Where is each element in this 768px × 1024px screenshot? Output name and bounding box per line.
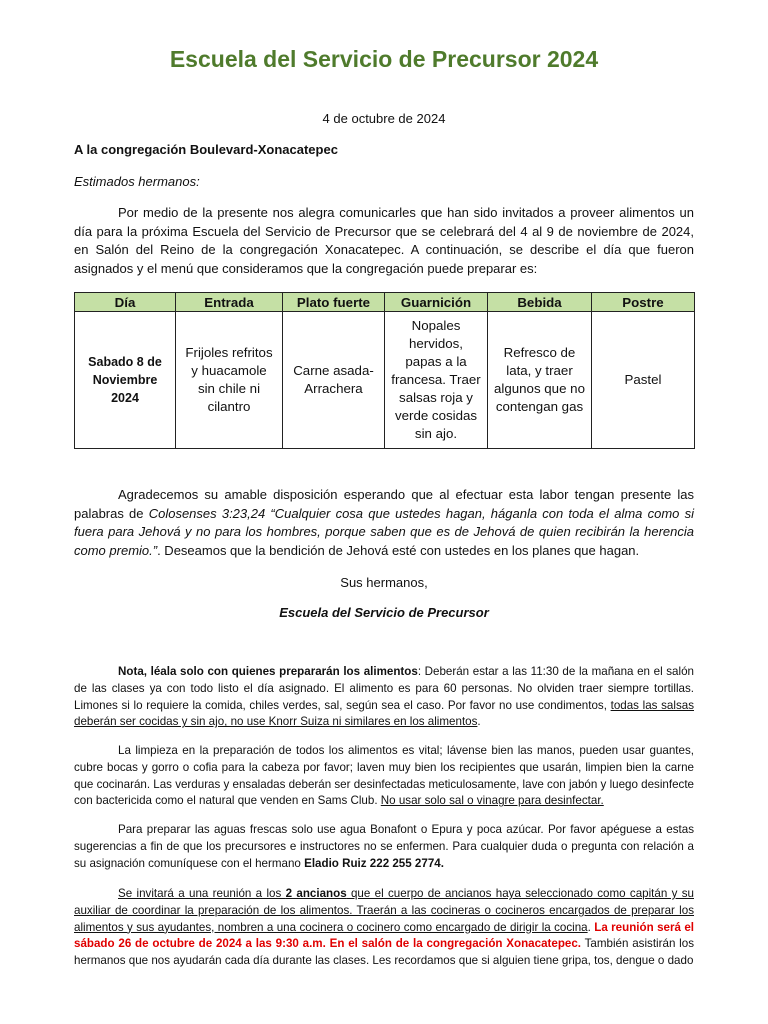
salutation: Estimados hermanos: <box>74 174 200 189</box>
signature: Escuela del Servicio de Precursor <box>279 605 489 620</box>
intro-paragraph <box>74 204 694 279</box>
contact-info: Eladio Ruiz 222 255 2774. <box>304 856 444 870</box>
note4-underlined-1: Se invitará a una reunión a los <box>118 887 286 900</box>
thanks-after: . Deseamos que la bendición de Jehová esté con ustedes en los planes que hagan. <box>157 543 640 559</box>
header-bebida: Bebida <box>488 293 592 312</box>
scripture-reference: Colosenses 3:23,24 <box>148 505 266 521</box>
letter-date: 4 de octubre de 2024 <box>322 111 446 126</box>
note1-underlined: todas las salsas deberán ser cocidas y sin ajo, no use Knorr Suiza ni similares en los alimentos <box>74 698 694 729</box>
page-title: Escuela del Servicio de Precursor 2024 <box>169 46 599 72</box>
note3-text: Para preparar las aguas frescas solo use agua Bonafont o Epura y poca azúcar. Por favor apéguese a estas sugerencias a fin de que los precursores e instructores no se enfermen. Para cualquier duda o pregunta con relación a su asignación comuníquese con el hermano <box>74 823 694 870</box>
note-paragraph-2 <box>74 743 694 810</box>
menu-table <box>74 292 695 449</box>
cell-postre: Pastel <box>592 312 695 449</box>
note2-text: La limpieza en la preparación de todos los alimentos es vital; lávense bien las manos, pueden usar guantes, cubre bocas y gorro o cofia para la cabeza por favor; laven muy bien los recipientes que usarán, limpien bien la carne que cocinarán. Las verduras y ensaladas deberán ser desinfectadas meticulosamente, lave con jabón y luego desinfecte con bactericida como el natural que venden en Sams Club. <box>74 744 695 808</box>
intro-text: Por medio de la presente nos alegra comunicarles que han sido invitados a proveer alimentos un día para la próxima Escuela del Servicio de Precursor que se celebrará del 4 al 9 de noviembre de 2024, en Salón del Reino de la congregación Xonacatepec. A continuación, se describe el día que fueron asignados y el menú que consideramos que la congregación puede preparar es: <box>74 205 694 277</box>
note-paragraph-1 <box>74 664 694 731</box>
header-entrada: Entrada <box>176 293 283 312</box>
note4-tail: También asistirán los hermanos que nos ayudarán cada día durante las clases. Les recordamos que si alguien tiene gripa, tos, dengue o dado <box>74 937 694 968</box>
header-postre: Postre <box>592 293 695 312</box>
note-lead: Nota, léala solo con quienes prepararán los alimentos <box>118 665 418 678</box>
header-dia: Día <box>75 293 176 312</box>
scripture-quote: “Cualquier cosa que ustedes hagan, háganla con toda el alma como si fuera para Jehová y no para los hombres, porque saben que es de Jehová de quien recibirán la herencia como premio.” <box>74 505 694 559</box>
note4-ancianos: 2 ancianos <box>285 887 347 900</box>
cell-plato-fuerte: Carne asada-Arrachera <box>283 312 385 449</box>
thanks-paragraph <box>74 486 694 561</box>
note2-underlined: No usar solo sal o vinagre para desinfectar. <box>380 794 604 808</box>
note4-underlined-2: que el cuerpo de ancianos haya seleccionado como capitán y su auxiliar de coordinar la preparación de los alimentos. Traerán a las cocineras o cocineros encargados de preparar los alimentos y sus ayudantes, nombren a una cocinera o cocinero como encargado de dirigir la cocina <box>74 887 694 934</box>
cell-dia: Sabado 8 de Noviembre 2024 <box>75 312 176 449</box>
signoff: Sus hermanos, <box>340 575 428 590</box>
meeting-announcement: La reunión será el sábado 26 de octubre de 2024 a las 9:30 a.m. En el salón de la congregación Xonacatepec. <box>74 920 694 951</box>
addressee: A la congregación Boulevard-Xonacatepec <box>74 142 338 157</box>
cell-guarnicion: Nopales hervidos, papas a la francesa. Traer salsas roja y verde cosidas sin ajo. <box>385 312 488 449</box>
cell-entrada: Frijoles refritos y huacamole sin chile ni cilantro <box>176 312 283 449</box>
header-plato-fuerte: Plato fuerte <box>283 293 385 312</box>
thanks-before: Agradecemos su amable disposición esperando que al efectuar esta labor tengan presente las palabras de <box>74 487 694 521</box>
cell-bebida: Refresco de lata, y traer algunos que no contengan gas <box>488 312 592 449</box>
note1-text: : Deberán estar a las 11:30 de la mañana en el salón de las clases ya con todo listo el día asignado. El alimento es para 60 personas. No olviden traer siempre tortillas. Limones si lo requiere la comida, chiles verdes, sal, según sea el caso. Por favor no use condimentos, <box>74 665 694 712</box>
menu-header-row <box>75 293 695 312</box>
note4-dot: . <box>587 920 595 934</box>
note-paragraph-3 <box>74 822 694 872</box>
menu-row <box>75 312 695 449</box>
note-paragraph-4 <box>74 886 694 970</box>
header-guarnicion: Guarnición <box>385 293 488 312</box>
note1-end: . <box>477 715 481 729</box>
